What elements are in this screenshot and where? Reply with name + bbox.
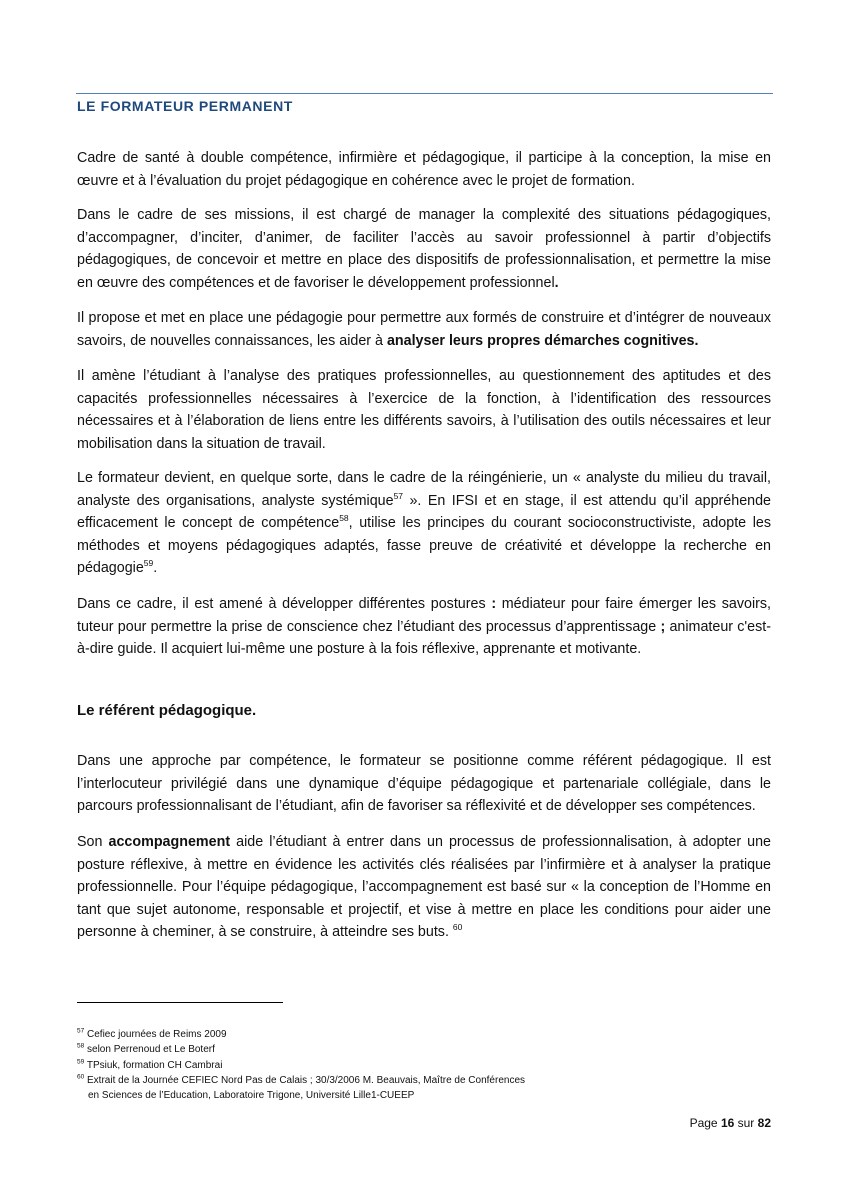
paragraph-text: Il propose et met en place une pédagogie pour permettre aux formés de construire et d’intégrer de nouveaux savoirs, de nouvelles connaissances, les aider à [77,310,771,349]
paragraph-reengineering [77,467,771,580]
page-current: 16 [720,1116,735,1130]
paragraph-text: , utilise les principes du courant socioconstructiviste, adopte les méthodes et moyens pédagogiques adaptés, fasse preuve de créativité et développe la recherche en pédagogie [77,515,771,576]
paragraph-period: . [554,274,559,291]
paragraph-text: Dans le cadre de ses missions, il est chargé de manager la complexité des situations pédagogiques, d’accompagner, d’inciter, d’animer, de faciliter l’accès au savoir professionnel à partir d’objectifs pédagogiques, de concevoir et mettre en place des dispositifs de professionnalisation, et permettre la mise en œuvre des compétences et de favoriser le développement professionnel [77,207,771,291]
page-total: 82 [757,1116,771,1130]
footnote-text: Cefiec journées de Reims 2009 [84,1029,227,1040]
paragraph-referent [77,750,771,818]
paragraph-text: Dans une approche par compétence, le formateur se positionne comme référent pédagogique. Il est l’interlocuteur privilégié dans une dynamique d’équipe pédagogique et partenariale collégiale, dans le parcours professionnalisant de l’étudiant, afin de favoriser sa réflexivité et de développer ses compétences. [77,753,771,814]
page-middle: sur [734,1116,758,1130]
paragraph-emphasis: accompagnement [108,834,231,850]
footnote-text: TPsiuk, formation CH Cambrai [84,1059,223,1071]
footnote-text: Extrait de la Journée CEFIEC Nord Pas de Calais ; 30/3/2006 M. Beauvais, Maître de Conférences [84,1074,526,1086]
paragraph-text: Son [77,834,109,850]
paragraph-colon: : [491,596,497,612]
footnote-60 [77,1073,757,1088]
paragraph-text: Il amène l’étudiant à l’analyse des pratiques professionnelles, au questionnement des aptitudes et des capacités professionnelles nécessaires à l’exercice de la fonction, à l’identification des ressources nécessaires et à l’élaboration de liens entre les différents savoirs, à l’utilisation des outils nécessaires et leur mobilisation dans la situation de travail. [77,368,771,452]
paragraph-semicolon: ; [660,618,666,635]
paragraph-accompaniment [77,831,771,944]
paragraph-text: Le formateur devient, en quelque sorte, dans le cadre de la réingénierie, un « analyste du milieu du travail, analyste des organisations, analyste systémique [77,470,771,509]
paragraph-emphasis: analyser leurs propres démarches cognitives. [386,332,699,349]
paragraph-text: Dans ce cadre, il est amené à développer différentes postures [77,596,492,612]
paragraph-professional-analysis [77,365,771,455]
subsection-title: Le référent pédagogique. [77,702,257,719]
footnote-ref-60: 60 [452,922,463,933]
paragraph-text: aide l’étudiant à entrer dans un processus de professionnalisation, à adopter une posture réflexive, à mettre en évidence les activités clés réalisées par l’infirmière et à analyser la pratique professionnelle. Pour l’équipe pédagogique, l’accompagnement est basé sur « la conception de l’Homme en tant que sujet autonome, responsable et projectif, et vise à mettre en place les conditions pour aider une personne à cheminer, à se construire, à atteindre ses buts. [77,834,772,940]
page-prefix: Page [689,1116,721,1130]
paragraph-missions [77,204,771,294]
footnote-59 [77,1058,757,1073]
section-title: LE FORMATEUR PERMANENT [77,98,293,114]
footnote-60-continuation: en Sciences de l’Education, Laboratoire Trigone, Université Lille1-CUEEP [88,1090,415,1102]
footnote-ref-59: 59 [143,558,154,569]
footnotes [77,1027,757,1103]
footnote-separator [77,1002,283,1003]
footnote-number: 59 [77,1058,85,1066]
footnote-ref-58: 58 [339,513,349,524]
footnote-number: 57 [77,1027,85,1035]
footnote-number: 58 [77,1042,85,1050]
footnote-text: selon Perrenoud et Le Boterf [84,1044,215,1056]
paragraph-text: Cadre de santé à double compétence, infirmière et pédagogique, il participe à la conception, la mise en œuvre et à l’évaluation du projet pédagogique en cohérence avec le projet de formation. [77,150,771,189]
paragraph-text: animateur c'est-à-dire guide. Il acquiert lui-même une posture à la fois réflexive, apprenante et motivante. [77,618,771,657]
footnote-57 [77,1027,757,1042]
section-top-rule [76,93,773,94]
page-number [690,1116,771,1130]
footnote-number: 60 [77,1073,85,1081]
paragraph-pedagogy [77,307,771,352]
paragraph-role-definition [77,147,771,192]
footnote-ref-57: 57 [393,490,404,501]
footnote-58 [77,1042,757,1057]
paragraph-postures [77,593,771,661]
paragraph-text: ». En IFSI et en stage, il est attendu qu’il appréhende efficacement le concept de compétence [77,492,771,531]
paragraph-text: médiateur pour faire émerger les savoirs, tuteur pour permettre la prise de conscience chez l’étudiant des processus d’apprentissage [77,596,772,635]
paragraph-text: . [153,560,158,576]
